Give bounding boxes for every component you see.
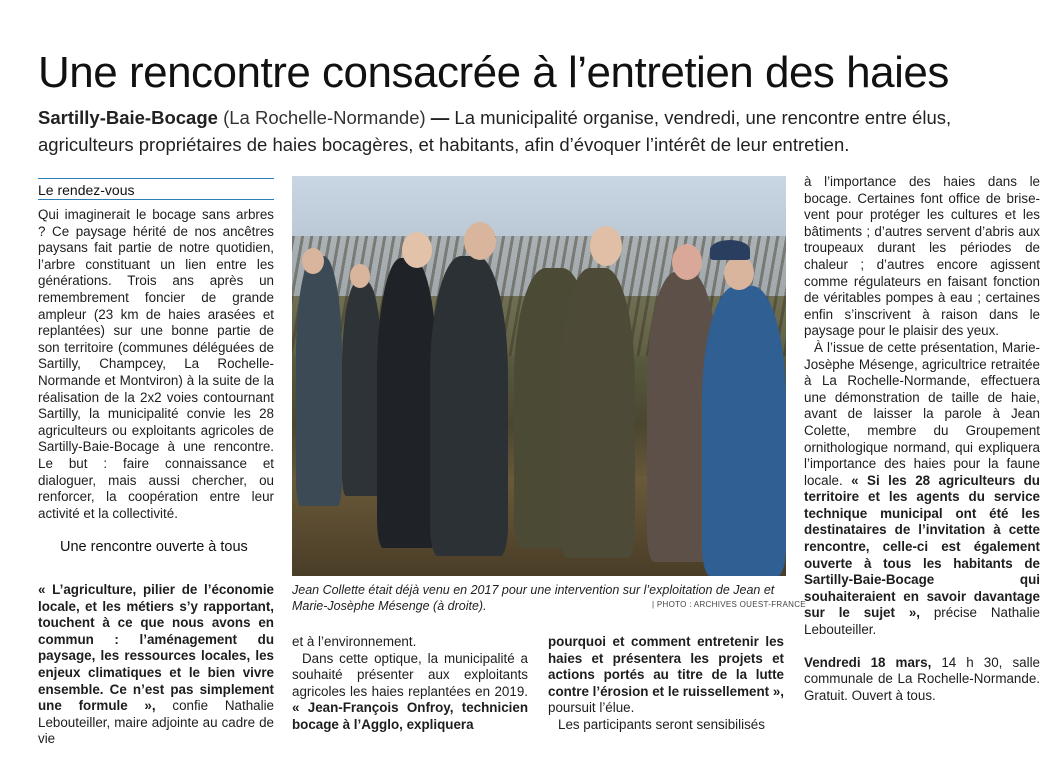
col2-paragraph-2: Dans cette optique, la municipalité a souhaité présenter aux exploitants agricoles les haies replantées en 2019. « Jean-François Onfroy, technicien bocage à l’Agglo, expliquera [292,650,528,732]
column-1 [38,207,274,522]
article-photo [292,176,786,576]
column-1-continued [38,582,274,748]
column-3 [548,634,784,734]
subheading: Une rencontre ouverte à tous [60,539,248,555]
article-lead [38,104,1038,158]
col4-paragraph-1: à l’importance des haies dans le bocage. Certaines font office de brise-vent pour protéger les cultures et les bâtiments ; d’autres servent d’abris aux troupeaux durant les périodes de chaleur ; d’autres encore agissent comme régulateurs en faisant fonction de véritables pompes à eau ; certaines enfin s’inscrivent à raison dans le paysage pour le plaisir des yeux. [804,174,1040,339]
quote-text: « L’agriculture, pilier de l’économie locale, et les métiers s’y rapportant, touchent à ce que nous avons en commun : l’aménagement du paysage, les ressources locales, les enjeux climatiques et le bien vivre ensemble. Ce n’est pas simplement une formule », [38,582,274,714]
column-2 [292,634,528,734]
lead-place: Sartilly-Baie-Bocage [38,107,218,128]
photo-caption: Jean Collette était déjà venu en 2017 pour une intervention sur l’exploitation de Jean et Marie-Josèphe Mésenge (à droite). [292,583,775,613]
col1-paragraph: Qui imaginerait le bocage sans arbres ? Ce paysage hérité de nos ancêtres paysans fait partie de notre quotidien, l’arbre constituant un lien entre les générations. Trois ans après un remembrement foncier de grande ampleur (23 km de haies arasées et replantées) sur une bonne partie de son territoire (communes déléguées de Sartilly, Champcey, La Rochelle-Normande et Montviron) à la suite de la réalisation de la 2x2 voies contournant Sartilly, la municipalité convie les 28 agriculteurs ou exploitants agricoles de Sartilly-Baie-Bocage à une rencontre. Le but : faire connaissance et dialoguer, mais aussi chercher, ou renforcer, la coopération entre leur activité et la collectivité. [38,207,274,521]
quote-attribution: confie Nathalie Lebouteiller, maire adjointe au cadre de vie [38,698,274,747]
lead-paren: (La Rochelle-Normande) [217,107,431,128]
col3-paragraph-1: pourquoi et comment entretenir les haies et présentera les projets et actions portés au titre de la lutte contre l’érosion et le ruissellement », poursuit l’élue. [548,634,784,716]
event-details: Vendredi 18 mars, 14 h 30, salle communale de La Rochelle-Normande. Gratuit. Ouvert à tous. [804,654,1040,703]
column-4 [804,174,1040,704]
col3-paragraph-2: Les participants seront sensibilisés [558,716,765,732]
col4-paragraph-2: À l’issue de cette présentation, Marie-Josèphe Mésenge, agricultrice retraitée à La Rochelle-Normande, effectuera une démonstration de taille de haie, avant de laisser la parole à Jean Colette, membre du Groupement ornithologique normand, qui expliquera l’importance des haies pour la faune locale. « Si les 28 agriculteurs du territoire et les agents du service technique municipal ont été les destinataires de l’invitation à cette rencontre, celle-ci est également ouverte à tous les habitants de Sartilly-Baie-Bocage qui souhaiteraient en savoir davantage sur le sujet », précise Nathalie Lebouteiller. [804,339,1040,638]
photo-credit: | PHOTO : ARCHIVES OUEST-FRANCE [652,600,806,609]
col2-paragraph-1: et à l’environnement. [292,634,417,649]
lead-text: La municipalité organise, vendredi, une rencontre entre élus, agriculteurs propriétaires de haies bocagères, et habitants, afin d’évoquer l’intérêt de leur entretien. [38,107,952,155]
lead-dash: — [430,107,450,128]
article-headline: Une rencontre consacrée à l’entretien des haies [38,48,949,97]
section-title: Le rendez-vous [38,178,274,200]
